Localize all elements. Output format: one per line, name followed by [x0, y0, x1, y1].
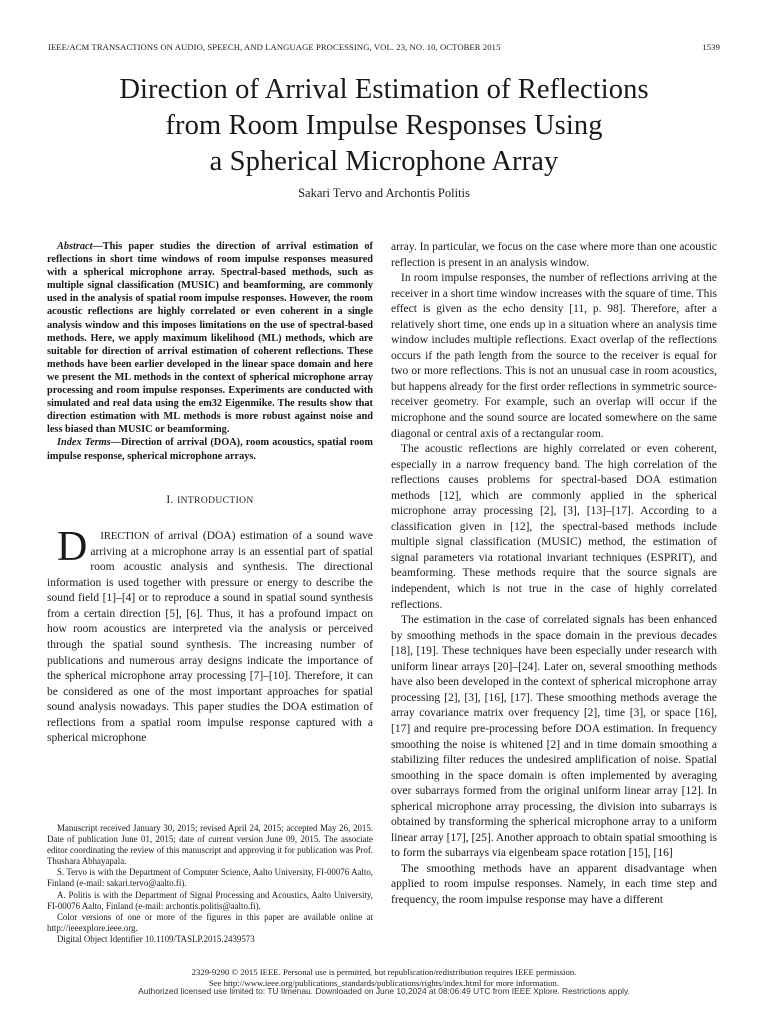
- abstract: [47, 240, 373, 436]
- rights-link[interactable]: See http://www.ieee.org/publications_standards/publications/rights/index.html for more information.: [208, 978, 560, 988]
- download-watermark: Authorized licensed use limited to: TU Ilmenau. Downloaded on June 10,2024 at 08:06:49 UTC from IEEE Xplore. Restrictions apply.: [138, 986, 630, 996]
- section-title: INTRODUCTION: [177, 495, 254, 506]
- intro-paragraph: [47, 524, 373, 747]
- footnotes: [47, 823, 373, 945]
- footnote-author-2: A. Politis is with the Department of Signal Processing and Acoustics, Aalto University, FI-00076 Aalto, Finland (e-mail: archontis.politis@aalto.fi).: [47, 889, 373, 911]
- body-paragraph: The acoustic reflections are highly correlated or even coherent, especially in a narrow frequency band. The high correlation of the reflections causes problems for spectral-based DOA estimation methods [12], which are commonly applied in the spherical microphone array processing [2], [3], [13]–[17]. According to a classification given in [12], the spectral-based methods include multiple signal classification (MUSIC) method, the estimation of signal parameters via rotational invariant techniques (ESPRIT), and beamforming. These methods require that the source signals are independent, which is not true in the case of highly correlated reflections.: [391, 443, 717, 611]
- abstract-text: —This paper studies the direction of arrival estimation of reflections in short time windows of room impulse responses measured with a spherical microphone array. Spectral-based methods, such as multiple signal classification (MUSIC) and beamforming, are commonly used in the analysis of spatial room impulse responses. However, the room acoustic reflections are highly correlated or even coherent in a single analysis window and this imposes limitations on the use of spectral-based methods. Here, we apply maximum likelihood (ML) methods, which are suitable for direction of arrival estimation of coherent reflections. These methods have been earlier developed in the linear space domain and here we present the ML methods in the context of spherical microphone array processing and room impulse responses. Experiments are conducted with simulated and real data using the em32 Eigenmike. The results show that direction estimation with ML methods is more robust against noise and less biased than MUSIC or beamforming.: [47, 241, 373, 436]
- section-heading: [47, 493, 373, 510]
- authors: Sakari Tervo and Archontis Politis: [298, 186, 470, 200]
- footnote-color: Color versions of one or more of the figures in this paper are available online at http://ieeexplore.ieee.org.: [47, 911, 373, 933]
- paper-title-line-2: from Room Impulse Responses Using: [165, 110, 603, 141]
- right-column: [391, 240, 717, 909]
- intro-first-word: IRECTION: [100, 531, 150, 543]
- footnote-manuscript: Manuscript received January 30, 2015; revised April 24, 2015; accepted May 26, 2015. Date of publication June 01, 2015; date of current version June 09, 2015. The associate editor coordinating the review of this manuscript and approving it for publication was Prof. Thushara Abhayapala.: [47, 823, 373, 867]
- page-number: 1539: [702, 42, 720, 52]
- drop-cap: D: [57, 524, 88, 571]
- paper-title-line-3: a Spherical Microphone Array: [209, 146, 559, 177]
- journal-name: IEEE/ACM TRANSACTIONS ON AUDIO, SPEECH, AND LANGUAGE PROCESSING, VOL. 23, NO. 10, OCTOBER 2015: [48, 42, 501, 52]
- body-paragraph: array. In particular, we focus on the case where more than one acoustic reflection is present in an analysis window.: [391, 241, 717, 269]
- title-block: [40, 72, 728, 201]
- left-column: [47, 240, 373, 747]
- index-terms-text: —Direction of arrival (DOA), room acoustics, spatial room impulse response, spherical microphone arrays.: [47, 437, 373, 462]
- running-head: [48, 42, 720, 52]
- body-paragraph: The smoothing methods have an apparent disadvantage when applied to room impulse responses. Namely, in each time step and frequency, the room impulse response may have a different: [391, 862, 717, 906]
- footnote-doi: Digital Object Identifier 10.1109/TASLP.2015.2439573: [57, 933, 255, 944]
- index-terms-label: Index Terms: [57, 437, 111, 449]
- body-paragraph: The estimation in the case of correlated signals has been enhanced by smoothing methods in the space domain in the previous decades [18], [19]. These techniques have been especially under research with uniform linear arrays [20]–[24]. Later on, several smoothing methods have also been developed in the context of spherical microphone array processing [2], [3], [16], [17]. These smoothing methods average the array covariance matrix over frequency [2], time [3], or space [16], [17] and require pre-processing before DOA estimation. In frequency smoothing the noise is whitened [2] and in time domain smoothing a stabilizing filter reduces the undesired amplification of noise. Spatial smoothing in the space domain is often implemented by averaging over subarrays formed from the original uniform linear array [12]. In spherical microphone array processing, the division into subarrays is obtained by transforming the spherical microphone array to a uniform linear array [17], [25]. Another approach to obtain spatial smoothing is to form the subarrays via eigenbeam space rotation [15], [16]: [391, 614, 717, 860]
- copyright-notice: 2329-9290 © 2015 IEEE. Personal use is permitted, but republication/redistribution requires IEEE permission.: [191, 967, 577, 977]
- abstract-label: Abstract: [57, 241, 93, 252]
- index-terms: [47, 436, 373, 462]
- footnote-author-1: S. Tervo is with the Department of Computer Science, Aalto University, FI-00076 Aalto, Finland (e-mail: sakari.tervo@aalto.fi).: [47, 867, 373, 889]
- intro-text: of arrival (DOA) estimation of a sound wave arriving at a microphone array is an essential part of spatial room acoustic analysis and synthesis. The directional information is used together with pressure or energy to describe the sound field [1]–[4] or to reproduce a sound in spatial sound synthesis from a certain direction [5], [6]. Thus, it has a profound impact on how room acoustics are interpreted via the analysis or perceived through the spatial sound synthesis. The increasing number of publications and numerous array designs indicate the importance of the spherical microphone array processing [7]–[10]. Therefore, it can be considered as one of the most important approaches for spatial sound analysis nowadays. This paper studies the DOA estimation of reflections from a spatial room impulse response captured with a spherical microphone: [47, 530, 373, 745]
- section-number: I.: [166, 493, 174, 506]
- body-paragraph: In room impulse responses, the number of reflections arriving at the receiver in a short time window increases with the square of time. This effect is given as the echo density [11, p. 98]. Therefore, after a relatively short time, one ends up in a situation where an analysis time window includes multiple reflections. Exact overlap of the reflections occurs if the path length from the source to the receiver is equal for two or more reflections. This is not an unusual case in room acoustics, but happens already for the first order reflections in symmetric source-receiver geometry. For example, such an overlap will occur if the microphone and the sound source are located somewhere on the same diagonal or central axis of a rectangular room.: [391, 272, 717, 440]
- paper-title-line-1: Direction of Arrival Estimation of Reflections: [119, 74, 649, 105]
